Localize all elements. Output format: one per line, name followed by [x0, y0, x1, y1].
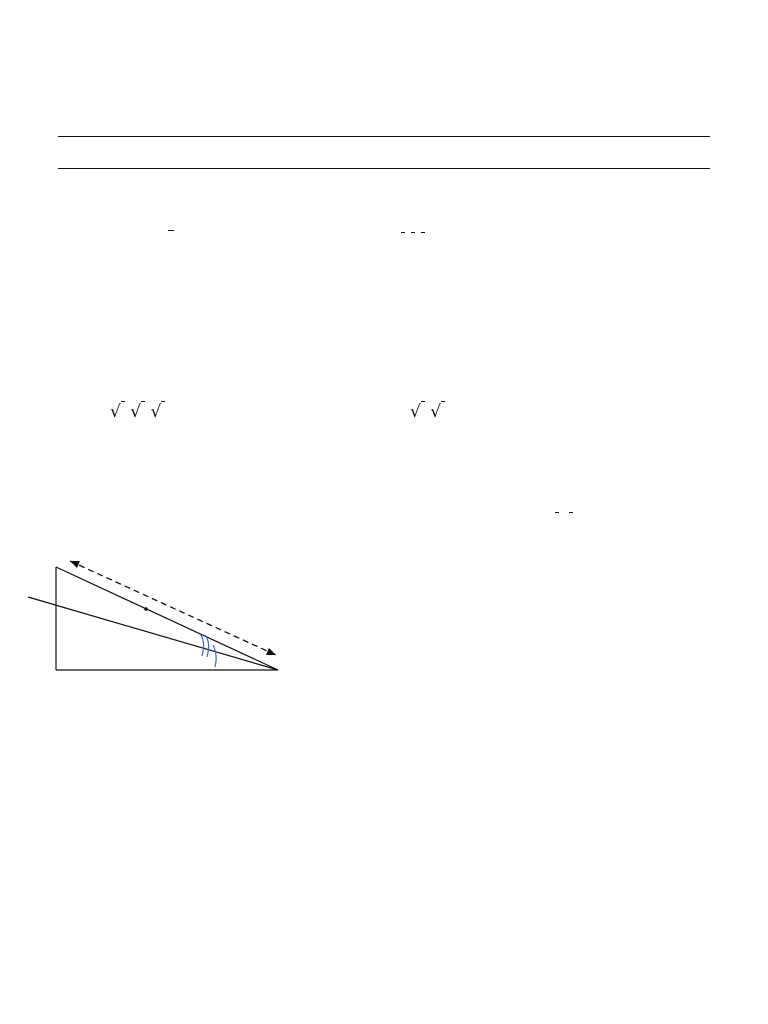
fraction-3-5	[401, 232, 405, 233]
angle-arc-3	[213, 645, 216, 667]
f-formula	[163, 230, 174, 231]
arrow-head-left	[70, 561, 80, 568]
header-rule	[58, 136, 710, 137]
segment-ps	[28, 597, 278, 670]
l-radicand-7	[121, 401, 125, 422]
dashed-arrow	[70, 561, 276, 655]
two-root7-over-7	[569, 512, 573, 513]
angle-arc-2	[205, 635, 209, 657]
k-formula: √ √	[410, 402, 445, 422]
segment-ts	[56, 567, 278, 670]
e-formula	[398, 232, 425, 233]
fraction-1-5	[411, 232, 415, 233]
k-over-l	[555, 512, 559, 513]
f-fraction	[168, 230, 174, 231]
l-radicand-252	[161, 401, 165, 422]
l-formula: √ √ √	[110, 402, 165, 422]
angle-arc-1	[200, 634, 204, 656]
arrow-head-right	[266, 648, 276, 655]
title-rule	[58, 168, 710, 169]
triangle-figure	[20, 555, 310, 695]
ex2-q3-formula	[555, 512, 573, 513]
l-radicand-112	[141, 401, 145, 422]
k-radicand-3	[421, 401, 425, 422]
k-radicand-12	[441, 401, 445, 422]
fraction-2-7	[421, 232, 425, 233]
point-e	[144, 607, 148, 611]
